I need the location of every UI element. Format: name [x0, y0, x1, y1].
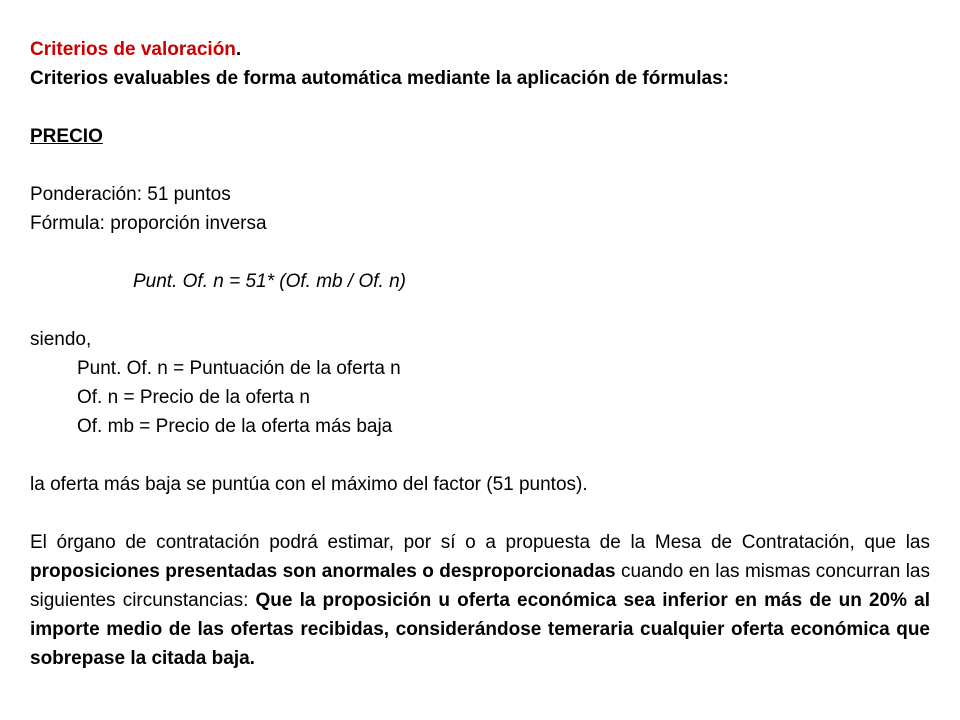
- title-line: [30, 35, 930, 64]
- where-text: siendo,: [30, 329, 92, 350]
- formula-type-text: Fórmula: proporción inversa: [30, 213, 267, 234]
- paragraph-bold-text: proposiciones presentadas son anormales o desproporcionadas: [30, 561, 616, 582]
- spacer: [30, 441, 930, 470]
- definition-item: Punt. Of. n = Puntuación de la oferta n: [77, 358, 401, 379]
- spacer: [30, 499, 930, 528]
- abnormal-offers-paragraph: [30, 528, 930, 673]
- document-title: Criterios de valoración: [30, 39, 236, 60]
- section-heading: PRECIO: [30, 126, 103, 147]
- weighting-text: Ponderación: 51 puntos: [30, 184, 231, 205]
- paragraph-bold-text: Que la proposición u oferta económica sea inferior en más de un 20% al importe medio de las ofertas recibidas, considerándose temeraria cualquier oferta económica que sobrepase la citada baja.: [30, 590, 930, 669]
- document-subtitle: Criterios evaluables de forma automática mediante la aplicación de fórmulas:: [30, 68, 730, 89]
- spacer: [30, 93, 930, 122]
- lowest-offer-note: la oferta más baja se puntúa con el máximo del factor (51 puntos).: [30, 474, 588, 495]
- definition-item: Of. n = Precio de la oferta n: [77, 387, 310, 408]
- spacer: [30, 296, 930, 325]
- title-period: .: [235, 39, 242, 60]
- paragraph-text: cuando en las mismas concurran las siguientes circunstancias:: [30, 561, 930, 611]
- spacer: [30, 238, 930, 267]
- formula-text: Punt. Of. n = 51* (Of. mb / Of. n): [133, 271, 406, 292]
- spacer: [30, 151, 930, 180]
- definition-item: Of. mb = Precio de la oferta más baja: [77, 416, 393, 437]
- document-body: [30, 35, 930, 673]
- paragraph-text: El órgano de contratación podrá estimar, por sí o a propuesta de la Mesa de Contratación, que las: [30, 532, 930, 553]
